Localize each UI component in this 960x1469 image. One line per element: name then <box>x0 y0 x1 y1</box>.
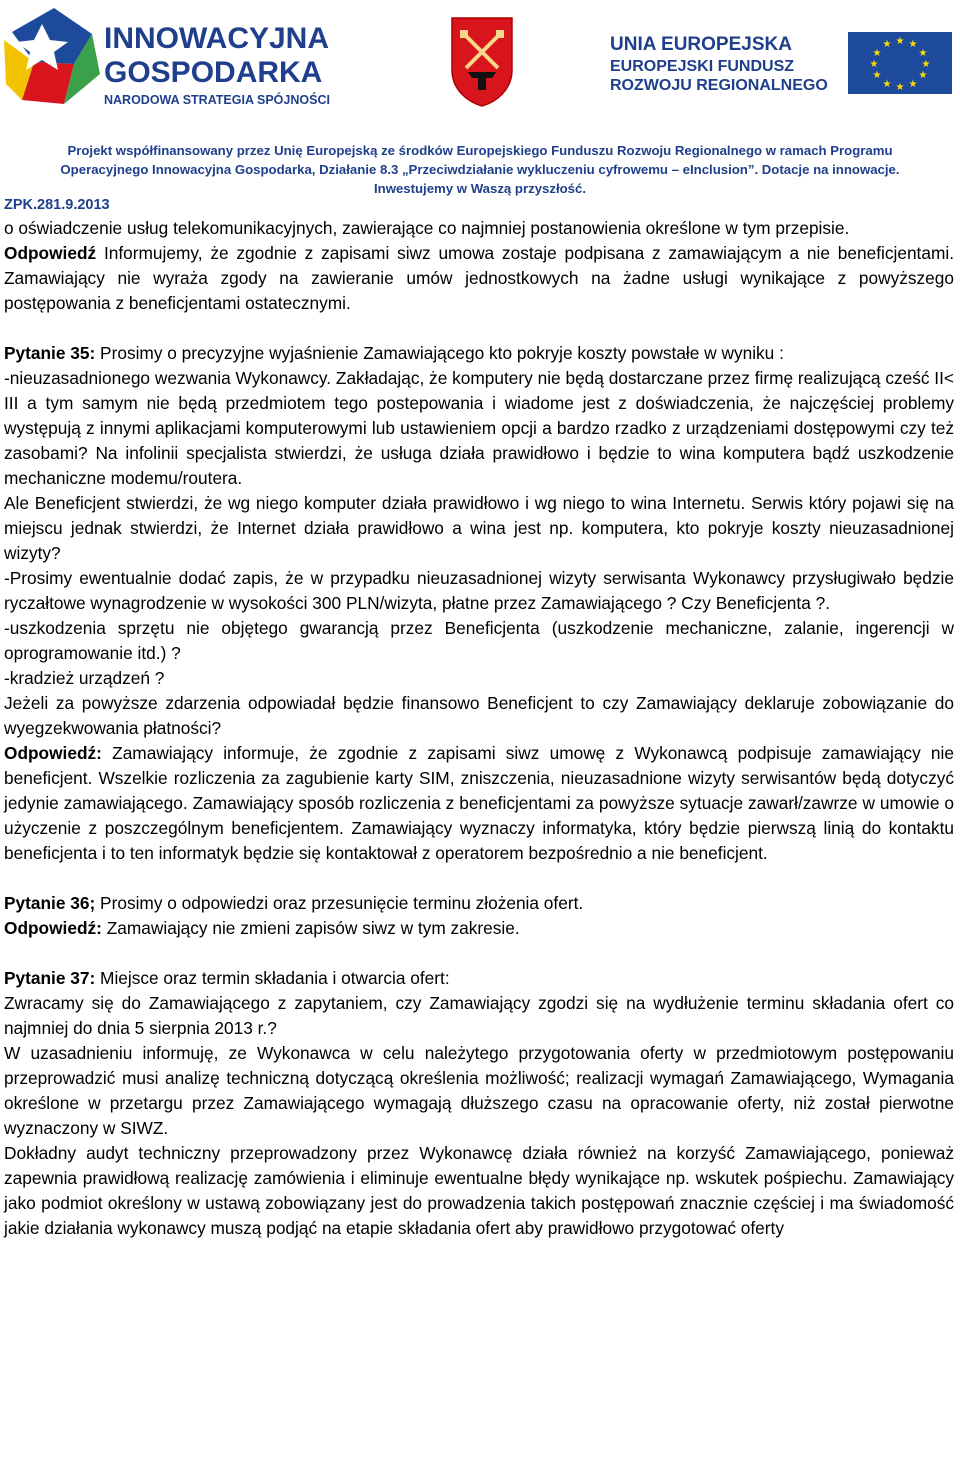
answer-35-label: Odpowiedź: <box>4 743 102 763</box>
svg-text:★: ★ <box>895 82 905 93</box>
eu-line3: ROZWOJU REGIONALNEGO <box>610 77 828 94</box>
eu-line2: EUROPEJSKI FUNDUSZ <box>610 58 795 75</box>
question-35 <box>4 341 954 366</box>
question-35-text: Prosimy o precyzyjne wyjaśnienie Zamawiającego kto pokryje koszty powstałe w wyniku : <box>95 343 784 363</box>
question-36 <box>4 891 954 916</box>
document-body <box>4 216 954 1241</box>
question-36-text: Prosimy o odpowiedzi oraz przesunięcie terminu złożenia ofert. <box>95 893 584 913</box>
svg-text:★: ★ <box>882 79 892 90</box>
question-37-p2: Zwracamy się do Zamawiającego z zapytaniem, czy Zamawiający zgodzi się na wydłużenie terminu składania ofert co najmniej do dnia 5 sierpnia 2013 r.? <box>4 993 954 1038</box>
city-crest-icon <box>450 16 514 108</box>
svg-text:★: ★ <box>882 39 892 50</box>
question-37-p3: W uzasadnieniu informuję, ze Wykonawca w celu należytego przygotowania oferty w przedmiotowym postępowaniu przeprowadzić musi analizę techniczną dotyczącą określenia możliwość; realizacji wymagań Zamawiającego, Wymagania określone w przetargu przez Zamawiającego wymagają dłuższego czasu na opracowanie oferty, niż został pierwotne wyznaczony w SIWZ. <box>4 1043 954 1138</box>
question-35-p6: -kradzież urządzeń ? <box>4 668 165 688</box>
svg-text:★: ★ <box>869 59 879 70</box>
answer-36-text: Zamawiający nie zmieni zapisów siwz w tym zakresie. <box>101 918 520 938</box>
eu-regional-fund-logo <box>610 30 955 96</box>
funding-line-2: Operacyjnego Innowacyjna Gospodarka, Działanie 8.3 „Przeciwdziałanie wykluczeniu cyfrowemu – eInclusion”. Dotacje na innowacje. <box>60 162 900 177</box>
svg-text:★: ★ <box>908 39 918 50</box>
question-35-label: Pytanie 35: <box>4 343 96 363</box>
question-35-p5: -uszkodzenia sprzętu nie objętego gwarancją przez Beneficjenta (uszkodzenie mechaniczne, zalanie, ingerencji w oprogramowanie itd.) ? <box>4 618 954 663</box>
reference-number: ZPK.281.9.2013 <box>4 197 110 213</box>
svg-text:★: ★ <box>872 48 882 59</box>
ig-line2: GOSPODARKA <box>104 56 323 89</box>
svg-text:★: ★ <box>921 59 931 70</box>
ig-line1: INNOWACYJNA <box>104 22 330 55</box>
innowacyjna-gospodarka-logo <box>4 4 354 112</box>
question-37 <box>4 966 954 991</box>
answer-34-label: Odpowiedź <box>4 243 97 263</box>
answer-34-text: Informujemy, że zgodnie z zapisami siwz umowa zostaje podpisana z zamawiającym a nie beneficjentami. Zamawiający nie wyraża zgody na zawieranie umów jednostkowych na żadne usługi wynikające z powyższego postępowania z beneficjentami ostatecznymi. <box>4 243 954 313</box>
answer-35-text: Zamawiający informuje, że zgodnie z zapisami siwz umowę z Wykonawcą podpisuje zamawiający nie beneficjent. Wszelkie rozliczenia za zagubienie karty SIM, zniszczenia, nieuzasadnione wizyty serwisantów będą dotyczyć jedynie zamawiającego. Zamawiający sposób rozliczenia z beneficjentami za powyższe sytuacje zawarł/zawrze w umowie o użyczenie z poszczególnym beneficjentem. Zamawiający wyznaczy informatyka, który będzie pierwszą linią do kontaktu beneficjenta i to ten informatyk będzie się kontaktował z operatorem bezpośrednio a nie beneficjent. <box>4 743 954 863</box>
answer-36 <box>4 916 954 941</box>
question-37-label: Pytanie 37: <box>4 968 96 988</box>
svg-text:★: ★ <box>895 36 905 47</box>
svg-text:★: ★ <box>872 70 882 81</box>
eu-line1: UNIA EUROPEJSKA <box>610 34 792 55</box>
funding-note <box>0 141 960 198</box>
svg-text:★: ★ <box>908 79 918 90</box>
svg-text:★: ★ <box>918 70 928 81</box>
header-logos <box>0 0 960 120</box>
question-35-p3: Ale Beneficjent stwierdzi, że wg niego komputer działa prawidłowo i wg niego to wina Internetu. Serwis który pojawi się na miejscu jednak stwierdzi, że Internet działa prawidłowo a wina jest np. komputera, kto pokryje koszty nieuzasadnionej wizyty? <box>4 493 954 563</box>
question-37-text: Miejsce oraz termin składania i otwarcia ofert: <box>95 968 450 988</box>
answer-36-label: Odpowiedź: <box>4 918 102 938</box>
question-36-label: Pytanie 36; <box>4 893 96 913</box>
question-37-p4: Dokładny audyt techniczny przeprowadzony przez Wykonawcę działa również na korzyść Zamawiającego, ponieważ zapewnia prawidłową realizację zamówienia i eliminuje ewentualne błędy wynikające np. wskutek pośpiechu. Zamawiający jako podmiot określony w ustawą zobowiązany jest do prowadzenia takich postępowań znacznie częściej i ma świadomość jakie działania wykonawcy muszą podjąć na etapie składania ofert aby prawidłowo przygotować oferty <box>4 1143 954 1238</box>
question-35-p2: -nieuzasadnionego wezwania Wykonawcy. Zakładając, że komputery nie będą dostarczane przez firmę realizującą cześć II< III a tym samym nie będą przedmiotem tego postepowania i wiadome jest z doświadczenia, że najczęściej problemy występują z innymi aplikacjami komputerowymi lub ustawieniem opcji a bardzo rzadko z urządzeniami dostępowymi czy też zasobami? Na infolinii specjalista stwierdzi, że usługa działa prawidłowo i będzie to wina komputera bądź uszkodzenie mechaniczne modemu/routera. <box>4 368 954 488</box>
funding-line-3: Inwestujemy w Waszą przyszłość. <box>373 181 587 196</box>
question-35-p7: Jeżeli za powyższe zdarzenia odpowiadał będzie finansowo Beneficjent to czy Zamawiający deklaruje zobowiązanie do wyegzekwowania płatności? <box>4 693 954 738</box>
answer-35 <box>4 741 954 866</box>
ig-emblem-icon <box>4 8 100 104</box>
question-35-p4: -Prosimy ewentualnie dodać zapis, że w przypadku nieuzasadnionej wizyty serwisanta Wykonawcy przysługiwało będzie ryczałtowe wynagrodzenie w wysokości 300 PLN/wizyta, płatne przez Zamawiającego ? Czy Beneficjenta ?. <box>4 568 954 613</box>
ig-line3: NARODOWA STRATEGIA SPÓJNOŚCI <box>104 93 330 107</box>
svg-text:★: ★ <box>918 48 928 59</box>
funding-line-1: Projekt współfinansowany przez Unię Europejską ze środków Europejskiego Funduszu Rozwoju Regionalnego w ramach Programu <box>67 143 893 158</box>
answer-34 <box>4 241 954 316</box>
paragraph-1: o oświadczenie usług telekomunikacyjnych, zawierające co najmniej postanowienia określone w tym przepisie. <box>4 218 850 238</box>
eu-flag-icon <box>848 32 952 94</box>
